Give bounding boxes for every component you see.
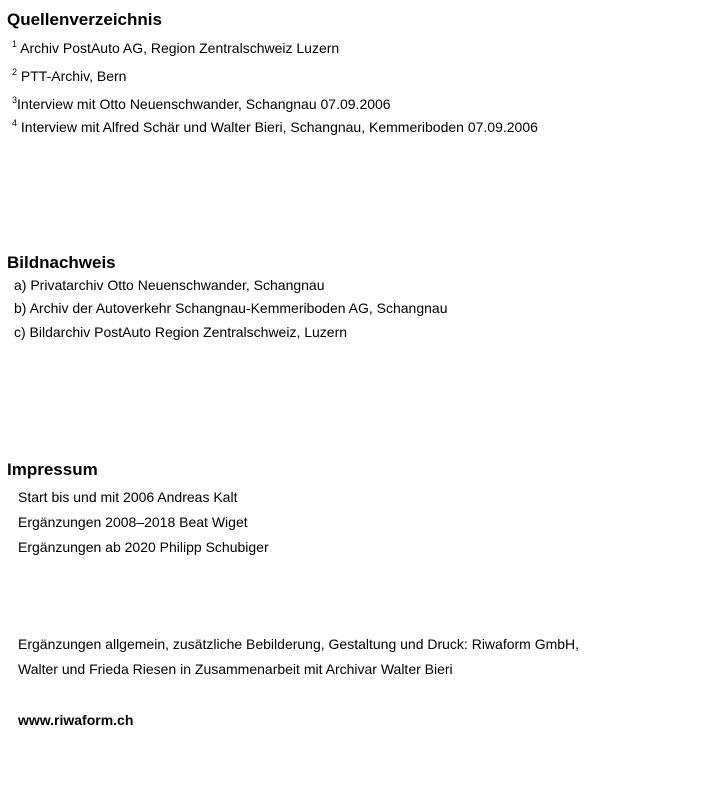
footnote-number: 3	[12, 95, 18, 105]
sources-heading: Quellenverzeichnis	[7, 10, 162, 29]
imprint-item: Ergänzungen 2008–2018 Beat Wiget	[18, 514, 248, 530]
source-item	[12, 67, 126, 85]
imprint-item: Ergänzungen ab 2020 Philipp Schubiger	[18, 539, 269, 555]
image-credit-item: a) Privatarchiv Otto Neuenschwander, Schangnau	[14, 277, 325, 293]
imprint-heading: Impressum	[7, 460, 98, 479]
imprint-item: Start bis und mit 2006 Andreas Kalt	[18, 489, 238, 505]
website-link[interactable]: www.riwaform.ch	[18, 712, 134, 728]
source-item	[12, 95, 391, 113]
source-text: PTT-Archiv, Bern	[20, 68, 127, 84]
source-item	[12, 39, 339, 57]
image-credits-heading: Bildnachweis	[7, 253, 116, 272]
source-text: Archiv PostAuto AG, Region Zentralschweiz Luzern	[20, 40, 340, 56]
source-item	[12, 118, 538, 136]
footnote-number: 4	[12, 118, 18, 128]
footnote-number: 2	[12, 67, 18, 77]
source-text: Interview mit Alfred Schär und Walter Bieri, Schangnau, Kemmeriboden 07.09.2006	[20, 119, 538, 135]
credits-line: Walter und Frieda Riesen in Zusammenarbeit mit Archivar Walter Bieri	[18, 661, 453, 677]
credits-line: Ergänzungen allgemein, zusätzliche Bebilderung, Gestaltung und Druck: Riwaform GmbH,	[18, 636, 580, 652]
image-credit-item: b) Archiv der Autoverkehr Schangnau-Kemmeriboden AG, Schangnau	[14, 300, 448, 316]
footnote-number: 1	[12, 39, 18, 49]
image-credit-item: c) Bildarchiv PostAuto Region Zentralschweiz, Luzern	[14, 324, 348, 340]
source-text: Interview mit Otto Neuenschwander, Schangnau 07.09.2006	[17, 96, 391, 112]
